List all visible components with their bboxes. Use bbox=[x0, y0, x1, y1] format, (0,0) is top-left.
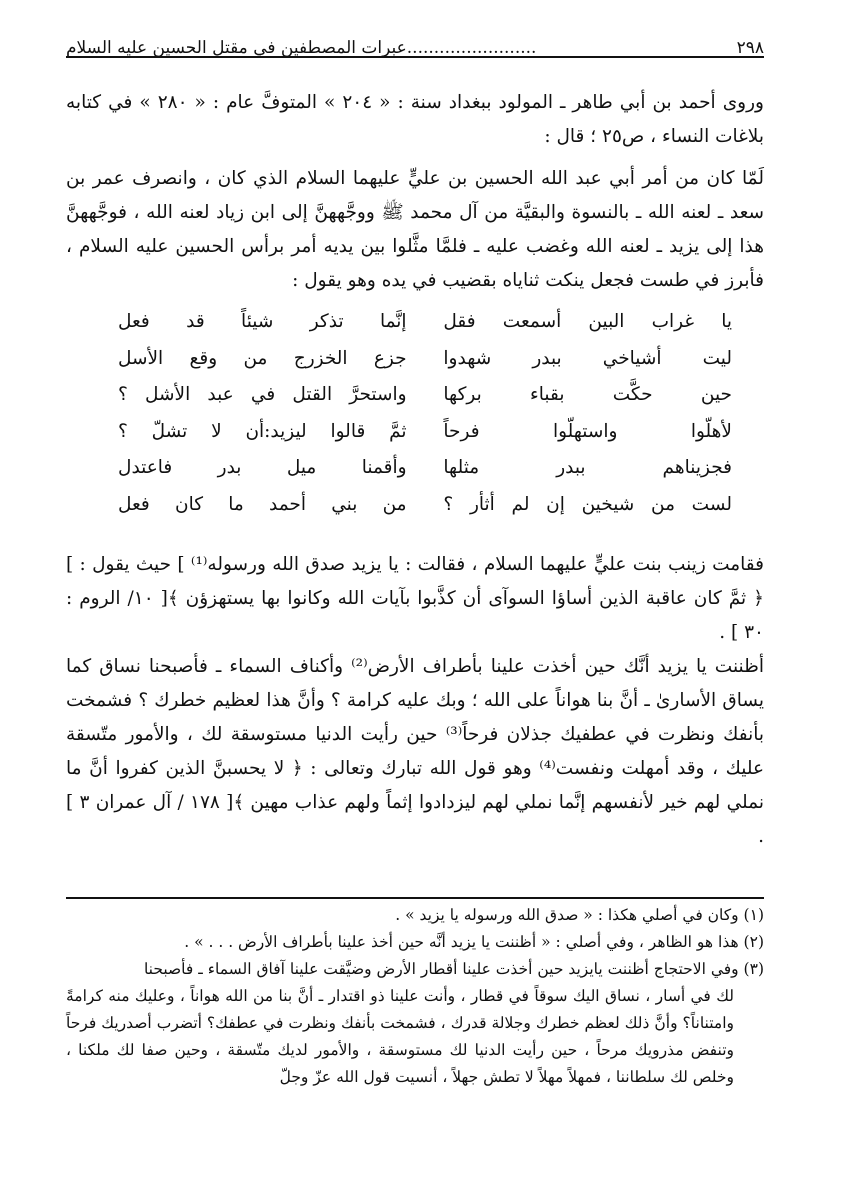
poem-line bbox=[118, 414, 732, 451]
poem-first-hemistich: ليت أشياخي ببدر شهدوا bbox=[443, 347, 732, 369]
poem-first-hemistich: لست من شيخين إن لم أثأر ؟ bbox=[443, 493, 732, 515]
footnote-2: (٢) هذا هو الظاهر ، وفي أصلي : « أظننت يا يزيد أنَّه حين أخذ علينا بأطراف الأرض . . . » . bbox=[184, 933, 764, 951]
poem-first-hemistich: لأهلّوا واستهلّوا فرحاً bbox=[443, 420, 732, 442]
zainab-speech-paragraph: فقامت زينب بنت عليٍّ عليهما السلام ، فقالت : يا يزيد صدق الله ورسوله⁽¹⁾ ] حيث يقول : ] ﴿ ثمَّ كان عاقبة الذين أساؤا السوآى أن كذَّبوا بآيات الله وكانوا بها يستهزؤن ﴾[ ١٠/ الروم : ٣٠ ] . bbox=[66, 554, 765, 643]
poem-second-hemistich: من بني أحمد ما كان فعل bbox=[118, 493, 407, 515]
poem-second-hemistich: إنَّما تذكر شيئاً قد فعل bbox=[118, 311, 407, 332]
page-number: ٢٩٨ bbox=[736, 38, 764, 58]
page-header bbox=[66, 28, 764, 58]
poem-first-hemistich: يا غراب البين أسمعت فقل bbox=[443, 311, 732, 332]
footnote-1: (١) وكان في أصلي هكذا : « صدق الله ورسوله يا يزيد » . bbox=[395, 906, 764, 924]
speech-continuation-paragraph: أظننت يا يزيد أنَّك حين أخذت علينا بأطراف الأرض⁽²⁾ وأكناف السماء ـ فأصبحنا نساق كما يساق الأسارىٰ ـ أنَّ بنا هواناً على الله ؛ وبك عليه كرامة ؟ وأنَّ هذا لعظيم خطرك ؟ فشمخت بأنفك ونظرت في عطفيك جذلان فرحاً⁽³⁾ حين رأيت الدنيا مستوسقة لك ، والأمور متّسقة عليك ، وقد أمهلت ونفست⁽⁴⁾ وهو قول الله تبارك وتعالى : ﴿ لا يحسبنَّ الذين كفروا أنَّ ما نملي لهم خير لأنفسهم إنَّما نملي لهم ليزدادوا إثماً ولهم عذاب مهين ﴾[ ١٧٨ / آل عمران ٣ ] . bbox=[66, 656, 764, 847]
footnotes bbox=[66, 902, 764, 1091]
narration-paragraph: لَمّا كان من أمر أبي عبد الله الحسين بن عليٍّ عليهما السلام الذي كان ، وانصرف عمر بن سعد ـ لعنه الله ـ بالنسوة والبقيَّة من آل محمد ﷺ ووجَّههنَّ إلى ابن زياد لعنه الله ، فوجَّههنَّ هذا إلى يزيد ـ لعنه الله وغضب عليه ـ فلمَّا مثَّلوا بين يديه أمر برأس الحسين عليه السلام ، فأبرز في طست فجعل ينكت ثناياه بقضيب في يده وهو يقول : bbox=[66, 168, 764, 291]
poem-line bbox=[118, 377, 732, 414]
poem-line bbox=[118, 304, 732, 341]
poem-first-hemistich: فجزيناهم ببدر مثلها bbox=[443, 457, 732, 478]
poem-line bbox=[118, 450, 732, 487]
poem-second-hemistich: ثمَّ قالوا ليزيد:أن لا تشلّ ؟ bbox=[118, 420, 407, 442]
poem-second-hemistich: جزع الخزرج من وقع الأسل bbox=[118, 347, 407, 369]
running-title: ........................عبرات المصطفين في مقتل الحسين عليه السلام bbox=[66, 38, 537, 58]
footnote-divider bbox=[66, 897, 764, 899]
poem-line bbox=[118, 341, 732, 378]
intro-paragraph: وروى أحمد بن أبي طاهر ـ المولود ببغداد سنة : « ٢٠٤ » المتوفَّ عام : « ٢٨٠ » في كتابه بلاغات النساء ، ص٢٥ ؛ قال : bbox=[66, 92, 764, 147]
poem-first-hemistich: حين حكَّت بقباء بركها bbox=[443, 384, 732, 405]
footnote-3-continuation: لك في أسار ، نساق اليك سوقاً في قطار ، وأنت علينا ذو اقتدار ـ أنَّ بنا من الله هواناً ، وعليك منه كرامةً وامتناناً؟ وأنَّ ذلك لعظم خطرك وجلالة قدرك ، فشمخت بأنفك ونظرت في عطفك؟ أتضرب أصدريك فرحاً وتنفض مذرويك مرحاً ، حين رأيت الدنيا لك مستوسقة ، والأمور لديك متّسقة ، وحين صفا لك ملكنا ، وخلص لك سلطاننا ، فمهلاً مهلاً لا تطش جهلاً ، أنسيت قول الله عزّ وجلّ bbox=[66, 987, 734, 1086]
poem bbox=[118, 304, 732, 523]
poem-second-hemistich: وأقمنا ميل بدر فاعتدل bbox=[118, 457, 407, 478]
footnote-3: (٣) وفي الاحتجاج أظننت يايزيد حين أخذت علينا أقطار الأرض وضيَّقت علينا آفاق السماء ـ فأصبحنا bbox=[143, 960, 764, 978]
poem-line bbox=[118, 487, 732, 524]
header-divider bbox=[66, 56, 764, 58]
poem-second-hemistich: واستحرَّ القتل في عبد الأشل ؟ bbox=[118, 384, 407, 405]
